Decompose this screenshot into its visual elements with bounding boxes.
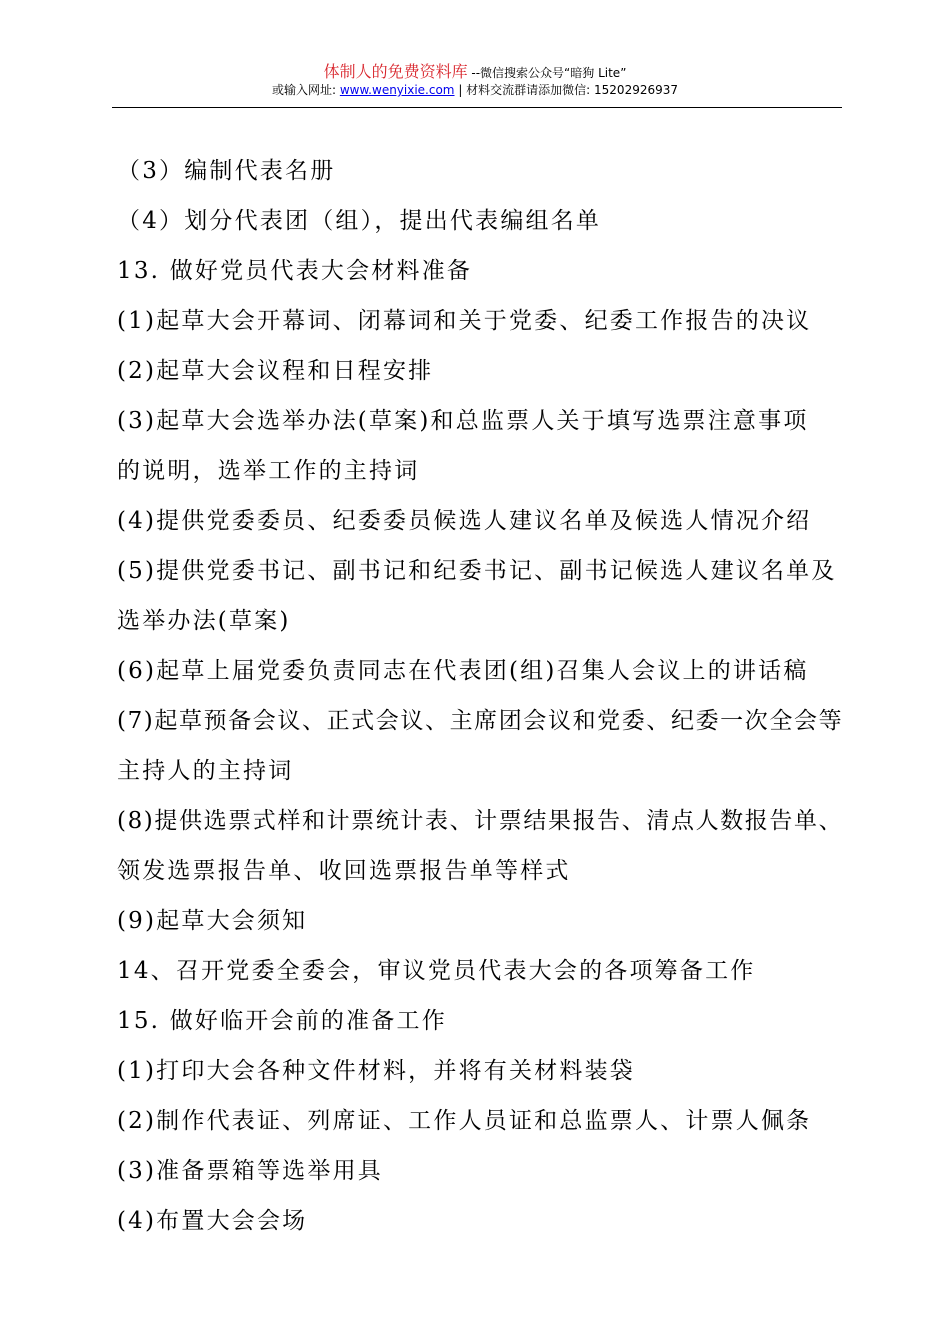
text-line: (4)布置大会会场 xyxy=(117,1208,308,1234)
website-link[interactable]: www.wenyixie.com xyxy=(339,83,455,97)
text-line: (1)起草大会开幕词、闭幕词和关于党委、纪委工作报告的决议 xyxy=(117,308,812,334)
text-line: (5)提供党委书记、副书记和纪委书记、副书记候选人建议名单及 xyxy=(117,558,837,584)
text-line: (4)提供党委委员、纪委委员候选人建议名单及候选人情况介绍 xyxy=(117,508,812,534)
header-contact-line xyxy=(0,82,950,98)
text-line: 选举办法(草案) xyxy=(117,608,291,634)
text-line: (8)提供选票式样和计票统计表、计票结果报告、清点人数报告单、 xyxy=(117,808,844,834)
text-line: (2)制作代表证、列席证、工作人员证和总监票人、计票人佩条 xyxy=(117,1108,812,1134)
contact-info: | 材料交流群请添加微信: 15202926937 xyxy=(454,83,679,97)
section-heading: 15. 做好临开会前的准备工作 xyxy=(117,1008,447,1034)
text-line: (6)起草上届党委负责同志在代表团(组)召集人会议上的讲话稿 xyxy=(117,658,809,684)
section-heading: 14、召开党委全委会，审议党员代表大会的各项筹备工作 xyxy=(117,958,756,984)
text-line: (7)起草预备会议、正式会议、主席团会议和党委、纪委一次全会等 xyxy=(117,708,844,734)
text-line: （4）划分代表团（组），提出代表编组名单 xyxy=(117,208,602,234)
text-line: (9)起草大会须知 xyxy=(117,908,308,934)
header-title-line xyxy=(0,62,950,82)
text-line: (2)起草大会议程和日程安排 xyxy=(117,358,434,384)
text-line: （3）编制代表名册 xyxy=(117,158,336,184)
text-line: 主持人的主持词 xyxy=(117,758,294,784)
text-line: (1)打印大会各种文件材料，并将有关材料装袋 xyxy=(117,1058,635,1084)
header-divider xyxy=(112,107,842,108)
brand-name: 体制人的免费资料库 xyxy=(323,62,468,81)
document-body xyxy=(117,146,847,1246)
text-line: 领发选票报告单、收回选票报告单等样式 xyxy=(117,858,571,884)
header-slogan: --微信搜索公众号“暗狗 Lite” xyxy=(467,66,627,80)
page-header xyxy=(0,62,950,98)
section-heading: 13. 做好党员代表大会材料准备 xyxy=(117,258,473,284)
text-line: (3)准备票箱等选举用具 xyxy=(117,1158,383,1184)
text-line: (3)起草大会选举办法(草案)和总监票人关于填写选票注意事项 xyxy=(117,408,809,434)
text-line: 的说明，选举工作的主持词 xyxy=(117,458,420,484)
url-prefix: 或输入网址: xyxy=(271,83,340,97)
